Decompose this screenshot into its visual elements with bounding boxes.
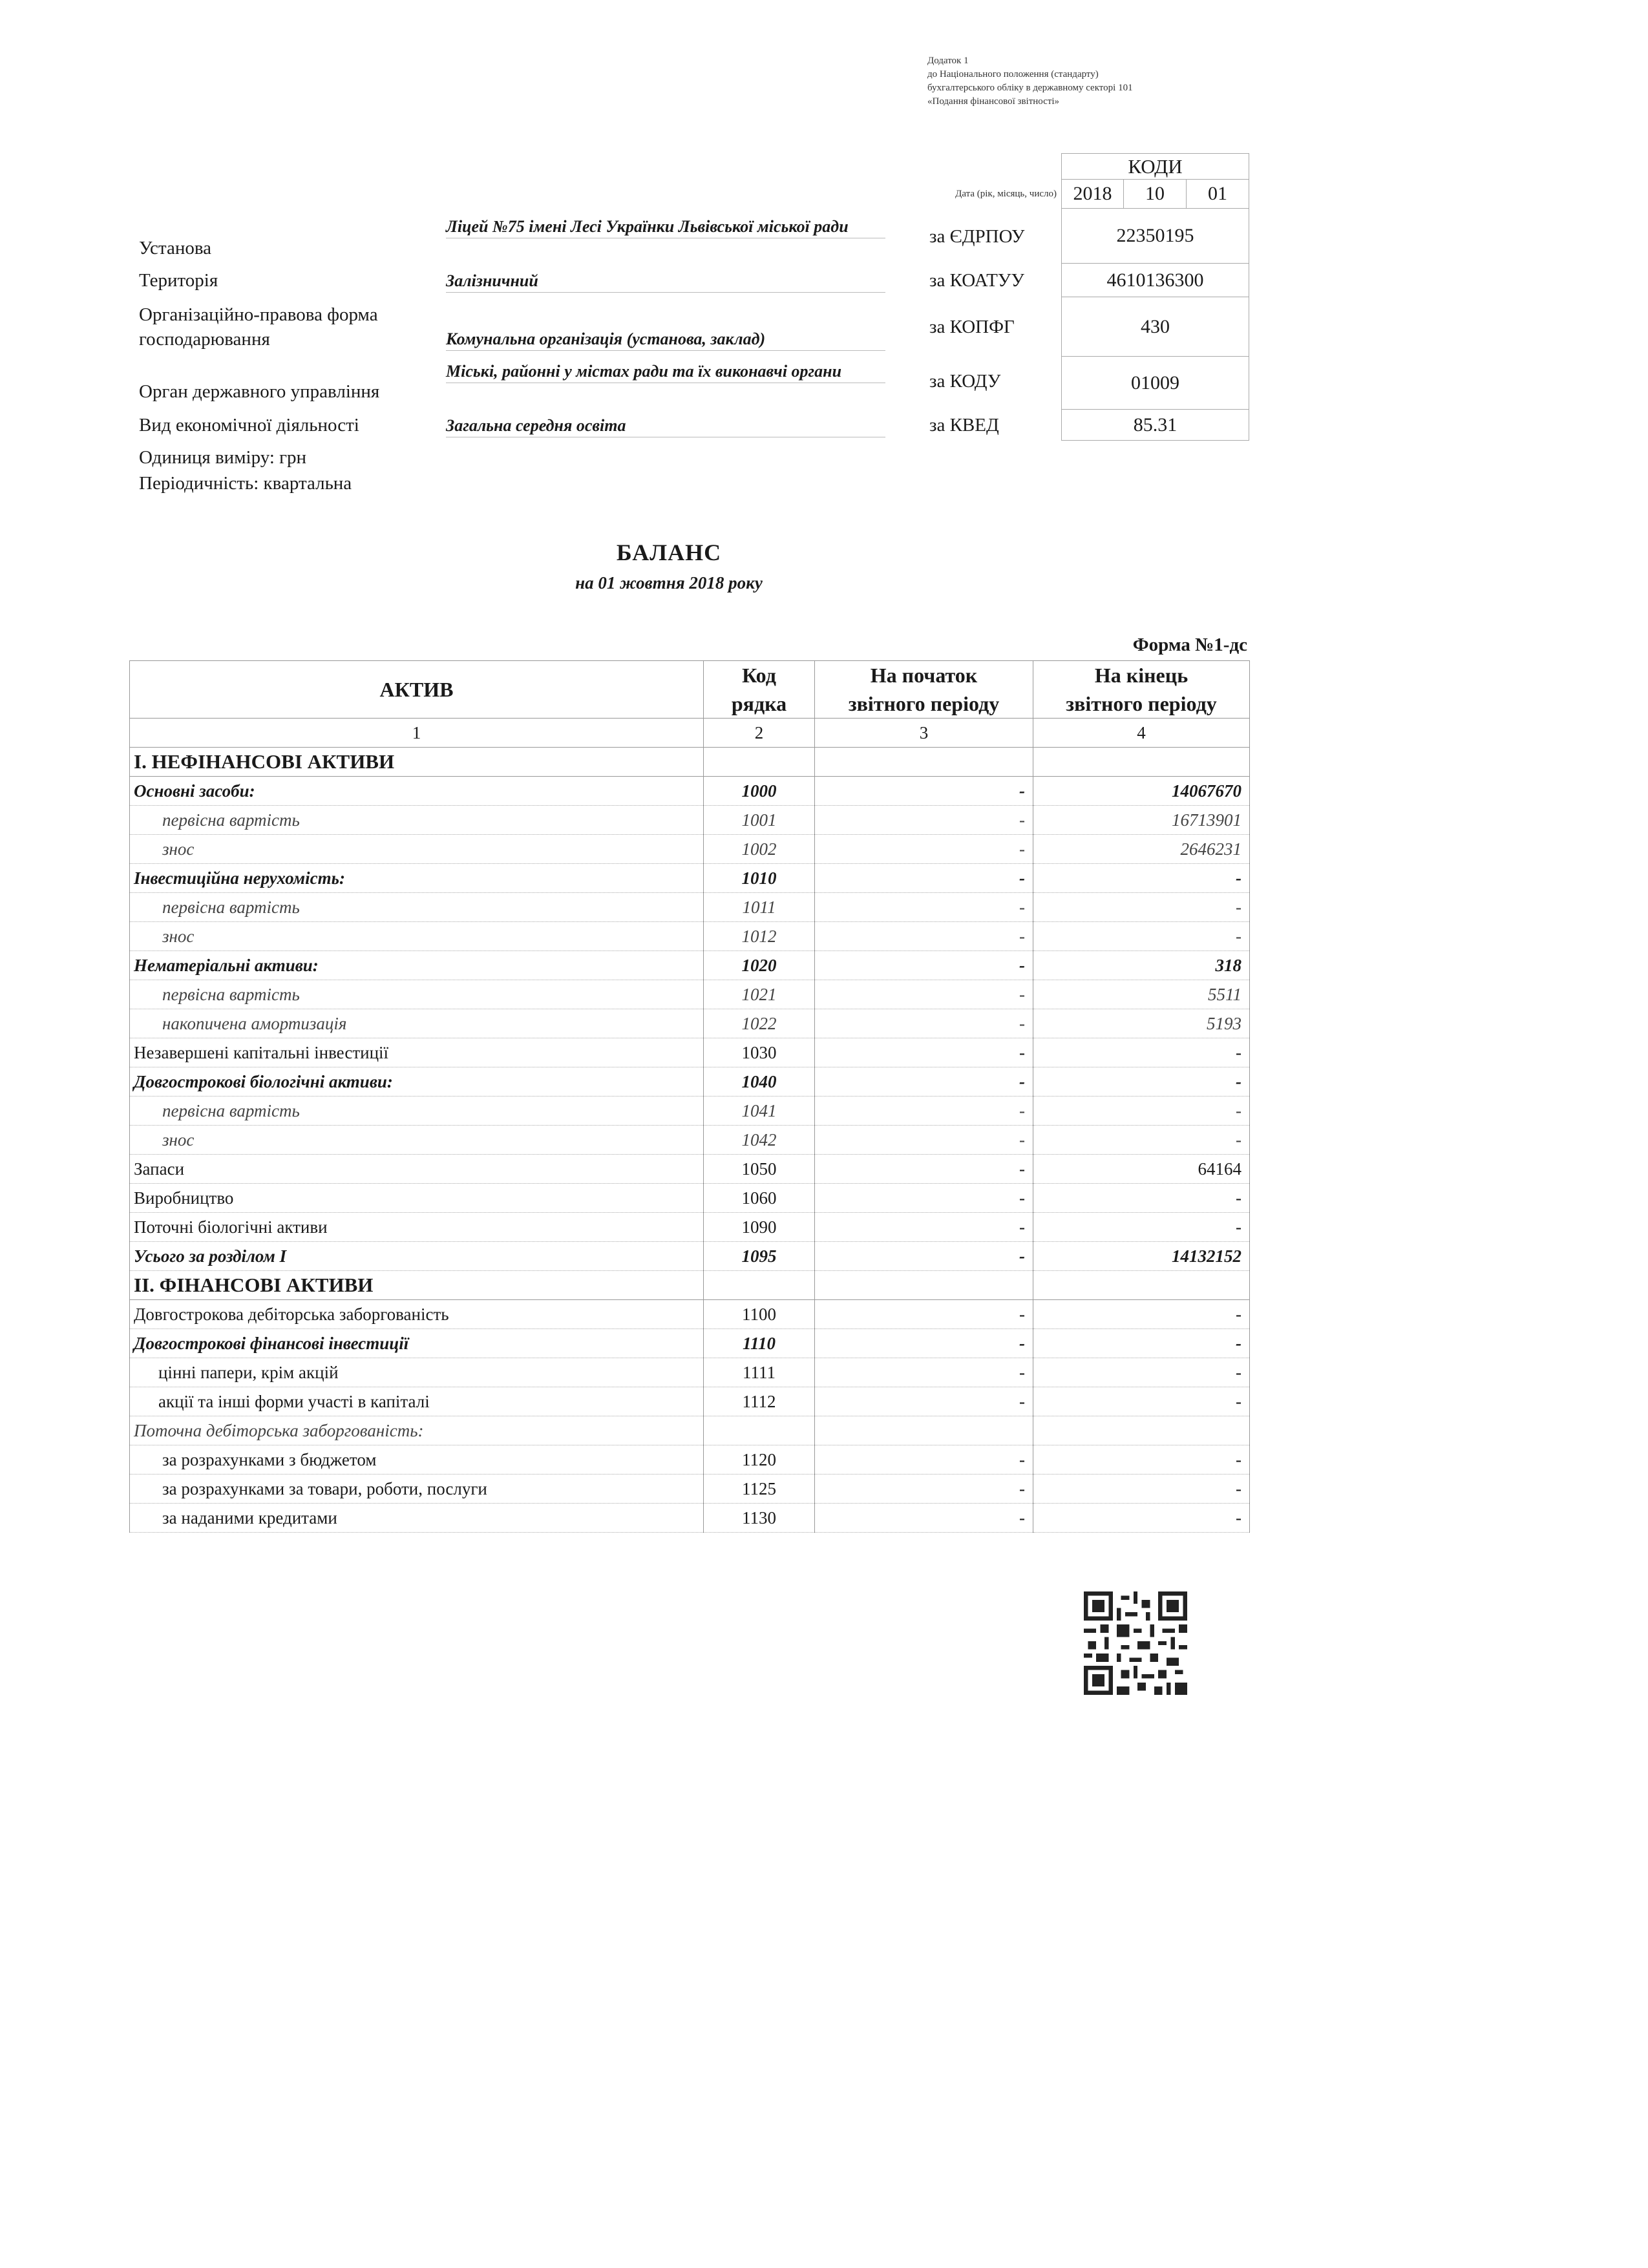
row-code-cell: 1130: [704, 1504, 815, 1533]
row-code-cell: 1012: [704, 922, 815, 951]
end-value-cell: -: [1033, 1445, 1250, 1475]
start-value-cell: -: [815, 1067, 1033, 1097]
asset-name-cell: первісна вартість: [130, 893, 704, 922]
kopfg-label: за КОПФГ: [929, 317, 1015, 337]
start-value-cell: -: [815, 951, 1033, 980]
date-year: 2018: [1061, 179, 1124, 209]
row-code-cell: 1040: [704, 1067, 815, 1097]
asset-name-cell: Запаси: [130, 1155, 704, 1184]
table-row: [130, 1300, 1250, 1329]
start-value-cell: [815, 748, 1033, 777]
start-value-cell: -: [815, 1300, 1033, 1329]
start-value-cell: -: [815, 893, 1033, 922]
end-value-cell: -: [1033, 1184, 1250, 1213]
start-value-cell: -: [815, 864, 1033, 893]
start-value-cell: -: [815, 835, 1033, 864]
start-value-cell: [815, 1271, 1033, 1300]
legal-form-label-text: Організаційно-правова форма господарювання: [139, 304, 378, 350]
date-month: 10: [1124, 179, 1187, 209]
table-header-row: [130, 661, 1250, 719]
page-subtitle: на 01 жовтня 2018 року: [575, 573, 763, 593]
table-row: [130, 1416, 1250, 1445]
table-row: [130, 864, 1250, 893]
table-row: [130, 922, 1250, 951]
start-value-cell: -: [815, 1329, 1033, 1358]
row-code-cell: 1020: [704, 951, 815, 980]
start-value-cell: -: [815, 1242, 1033, 1271]
start-value-cell: -: [815, 1358, 1033, 1387]
start-value-cell: -: [815, 922, 1033, 951]
asset-name-cell: Незавершені капітальні інвестиції: [130, 1038, 704, 1067]
table-row: [130, 1097, 1250, 1126]
date-cells: [1061, 179, 1249, 209]
authority-label: Орган державного управління: [139, 381, 380, 402]
asset-name-cell: цінні папери, крім акцій: [130, 1358, 704, 1387]
row-code-cell: 1042: [704, 1126, 815, 1155]
start-value-cell: -: [815, 1097, 1033, 1126]
start-value-cell: [815, 1416, 1033, 1445]
form-label: Форма №1-дс: [1132, 635, 1247, 655]
kodu-label: за КОДУ: [929, 371, 1001, 392]
legal-form-label: [139, 302, 423, 352]
codes-header: КОДИ: [1061, 153, 1249, 179]
appendix-note-line: бухгалтерського обліку в державному секторі 101: [927, 83, 1133, 93]
row-code-cell: 1111: [704, 1358, 815, 1387]
start-value-cell: -: [815, 1155, 1033, 1184]
table-row: [130, 1475, 1250, 1504]
koatuu-label: за КОАТУУ: [929, 270, 1024, 291]
asset-name-cell: первісна вартість: [130, 806, 704, 835]
table-row: [130, 1504, 1250, 1533]
table-row: [130, 748, 1250, 777]
end-value-cell: 16713901: [1033, 806, 1250, 835]
end-value-cell: 14132152: [1033, 1242, 1250, 1271]
date-label: Дата (рік, місяць, число): [955, 189, 1057, 199]
table-row: [130, 980, 1250, 1009]
start-value-cell: -: [815, 1387, 1033, 1416]
table-body: [130, 719, 1250, 1533]
start-value-cell: -: [815, 980, 1033, 1009]
activity-label: Вид економічної діяльності: [139, 415, 359, 436]
row-code-cell: 1095: [704, 1242, 815, 1271]
start-value-cell: -: [815, 1126, 1033, 1155]
row-code-cell: 1000: [704, 777, 815, 806]
row-code-cell: 1090: [704, 1213, 815, 1242]
row-code-cell: 1050: [704, 1155, 815, 1184]
row-code-cell: [704, 748, 815, 777]
koatuu-code: 4610136300: [1061, 264, 1249, 297]
table-row: [130, 893, 1250, 922]
asset-name-cell: Поточна дебіторська заборгованість:: [130, 1416, 704, 1445]
kved-code: 85.31: [1061, 410, 1249, 441]
appendix-note-line: Додаток 1: [927, 56, 969, 66]
asset-name-cell: первісна вартість: [130, 980, 704, 1009]
asset-name-cell: Довгострокова дебіторська заборгованість: [130, 1300, 704, 1329]
end-value-cell: 5193: [1033, 1009, 1250, 1038]
asset-name-cell: II. ФІНАНСОВІ АКТИВИ: [130, 1271, 704, 1300]
asset-name-cell: первісна вартість: [130, 1097, 704, 1126]
row-code-cell: 1100: [704, 1300, 815, 1329]
asset-name-cell: I. НЕФІНАНСОВІ АКТИВИ: [130, 748, 704, 777]
kodu-code: 01009: [1061, 357, 1249, 410]
asset-name-cell: за наданими кредитами: [130, 1504, 704, 1533]
page-title: БАЛАНС: [616, 540, 722, 565]
table-row: [130, 1387, 1250, 1416]
end-value-cell: 5511: [1033, 980, 1250, 1009]
row-code-cell: 1120: [704, 1445, 815, 1475]
column-number-row: [130, 719, 1250, 748]
row-code-cell: 1021: [704, 980, 815, 1009]
start-value-cell: -: [815, 777, 1033, 806]
asset-name-cell: Усього за розділом I: [130, 1242, 704, 1271]
start-value-cell: -: [815, 1475, 1033, 1504]
table-row: [130, 1155, 1250, 1184]
row-code-cell: [704, 1416, 815, 1445]
end-value-cell: -: [1033, 1300, 1250, 1329]
asset-name-cell: за розрахунками за товари, роботи, послуги: [130, 1475, 704, 1504]
asset-name-cell: знос: [130, 835, 704, 864]
table-row: [130, 1358, 1250, 1387]
kopfg-code: 430: [1061, 297, 1249, 357]
table-row: [130, 835, 1250, 864]
row-code-cell: 1011: [704, 893, 815, 922]
row-code-cell: 1030: [704, 1038, 815, 1067]
start-value-cell: -: [815, 1184, 1033, 1213]
end-value-cell: -: [1033, 1504, 1250, 1533]
start-value-cell: -: [815, 1504, 1033, 1533]
column-number: 4: [1033, 719, 1250, 748]
asset-name-cell: Нематеріальні активи:: [130, 951, 704, 980]
qr-code-icon: [1084, 1591, 1187, 1695]
table-row: [130, 777, 1250, 806]
unit-label: Одиниця виміру: грн: [139, 447, 307, 468]
end-value-cell: -: [1033, 1387, 1250, 1416]
start-value-cell: -: [815, 1009, 1033, 1038]
territory-value: Залізничний: [446, 270, 885, 293]
end-value-cell: -: [1033, 1358, 1250, 1387]
table-row: [130, 1009, 1250, 1038]
row-code-cell: 1125: [704, 1475, 815, 1504]
start-value-cell: -: [815, 1445, 1033, 1475]
end-value-cell: -: [1033, 1475, 1250, 1504]
column-header-end: На кінець звітного періоду: [1033, 661, 1250, 719]
table-row: [130, 1213, 1250, 1242]
end-value-cell: -: [1033, 864, 1250, 893]
asset-name-cell: Довгострокові фінансові інвестиції: [130, 1329, 704, 1358]
table-row: [130, 1038, 1250, 1067]
row-code-cell: 1022: [704, 1009, 815, 1038]
row-code-cell: 1060: [704, 1184, 815, 1213]
start-value-cell: -: [815, 806, 1033, 835]
asset-name-cell: Основні засоби:: [130, 777, 704, 806]
table-row: [130, 806, 1250, 835]
start-value-cell: -: [815, 1213, 1033, 1242]
column-header-asset: АКТИВ: [130, 661, 704, 719]
asset-name-cell: Виробництво: [130, 1184, 704, 1213]
table-row: [130, 1126, 1250, 1155]
legal-form-value: Комунальна організація (установа, заклад): [446, 328, 885, 351]
edrpou-code: 22350195: [1061, 209, 1249, 264]
appendix-note: [927, 54, 1251, 109]
table-row: [130, 1271, 1250, 1300]
table-row: [130, 951, 1250, 980]
table-row: [130, 1242, 1250, 1271]
end-value-cell: -: [1033, 922, 1250, 951]
column-number: 3: [815, 719, 1033, 748]
balance-table: [129, 660, 1250, 1533]
asset-name-cell: знос: [130, 922, 704, 951]
edrpou-label: за ЄДРПОУ: [929, 226, 1025, 247]
institution-label: Установа: [139, 238, 212, 258]
end-value-cell: 14067670: [1033, 777, 1250, 806]
end-value-cell: 64164: [1033, 1155, 1250, 1184]
end-value-cell: -: [1033, 1097, 1250, 1126]
end-value-cell: [1033, 1271, 1250, 1300]
date-day: 01: [1187, 179, 1249, 209]
asset-name-cell: акції та інші форми участі в капіталі: [130, 1387, 704, 1416]
table-row: [130, 1067, 1250, 1097]
end-value-cell: -: [1033, 1067, 1250, 1097]
end-value-cell: -: [1033, 1213, 1250, 1242]
asset-name-cell: Інвестиційна нерухомість:: [130, 864, 704, 893]
end-value-cell: -: [1033, 1126, 1250, 1155]
row-code-cell: 1112: [704, 1387, 815, 1416]
end-value-cell: -: [1033, 893, 1250, 922]
row-code-cell: 1002: [704, 835, 815, 864]
table-row: [130, 1329, 1250, 1358]
column-header-start: На початок звітного періоду: [815, 661, 1033, 719]
end-value-cell: 2646231: [1033, 835, 1250, 864]
authority-value: Міські, районні у містах ради та їх виконавчі органи: [446, 361, 885, 383]
row-code-cell: 1110: [704, 1329, 815, 1358]
row-code-cell: [704, 1271, 815, 1300]
end-value-cell: [1033, 1416, 1250, 1445]
end-value-cell: [1033, 748, 1250, 777]
row-code-cell: 1001: [704, 806, 815, 835]
institution-value: Ліцей №75 імені Лесі Українки Львівської міської ради: [446, 216, 885, 238]
end-value-cell: -: [1033, 1038, 1250, 1067]
territory-label: Територія: [139, 270, 218, 291]
appendix-note-line: до Національного положення (стандарту): [927, 69, 1099, 79]
activity-value: Загальна середня освіта: [446, 415, 885, 437]
row-code-cell: 1010: [704, 864, 815, 893]
asset-name-cell: Довгострокові біологічні активи:: [130, 1067, 704, 1097]
asset-name-cell: накопичена амортизація: [130, 1009, 704, 1038]
end-value-cell: -: [1033, 1329, 1250, 1358]
column-number: 1: [130, 719, 704, 748]
kved-label: за КВЕД: [929, 415, 999, 436]
row-code-cell: 1041: [704, 1097, 815, 1126]
table-row: [130, 1184, 1250, 1213]
column-header-code: Код рядка: [704, 661, 815, 719]
column-number: 2: [704, 719, 815, 748]
periodicity-label: Періодичність: квартальна: [139, 473, 352, 494]
table-row: [130, 1445, 1250, 1475]
appendix-note-line: «Подання фінансової звітності»: [927, 96, 1060, 107]
asset-name-cell: за розрахунками з бюджетом: [130, 1445, 704, 1475]
asset-name-cell: знос: [130, 1126, 704, 1155]
asset-name-cell: Поточні біологічні активи: [130, 1213, 704, 1242]
end-value-cell: 318: [1033, 951, 1250, 980]
start-value-cell: -: [815, 1038, 1033, 1067]
